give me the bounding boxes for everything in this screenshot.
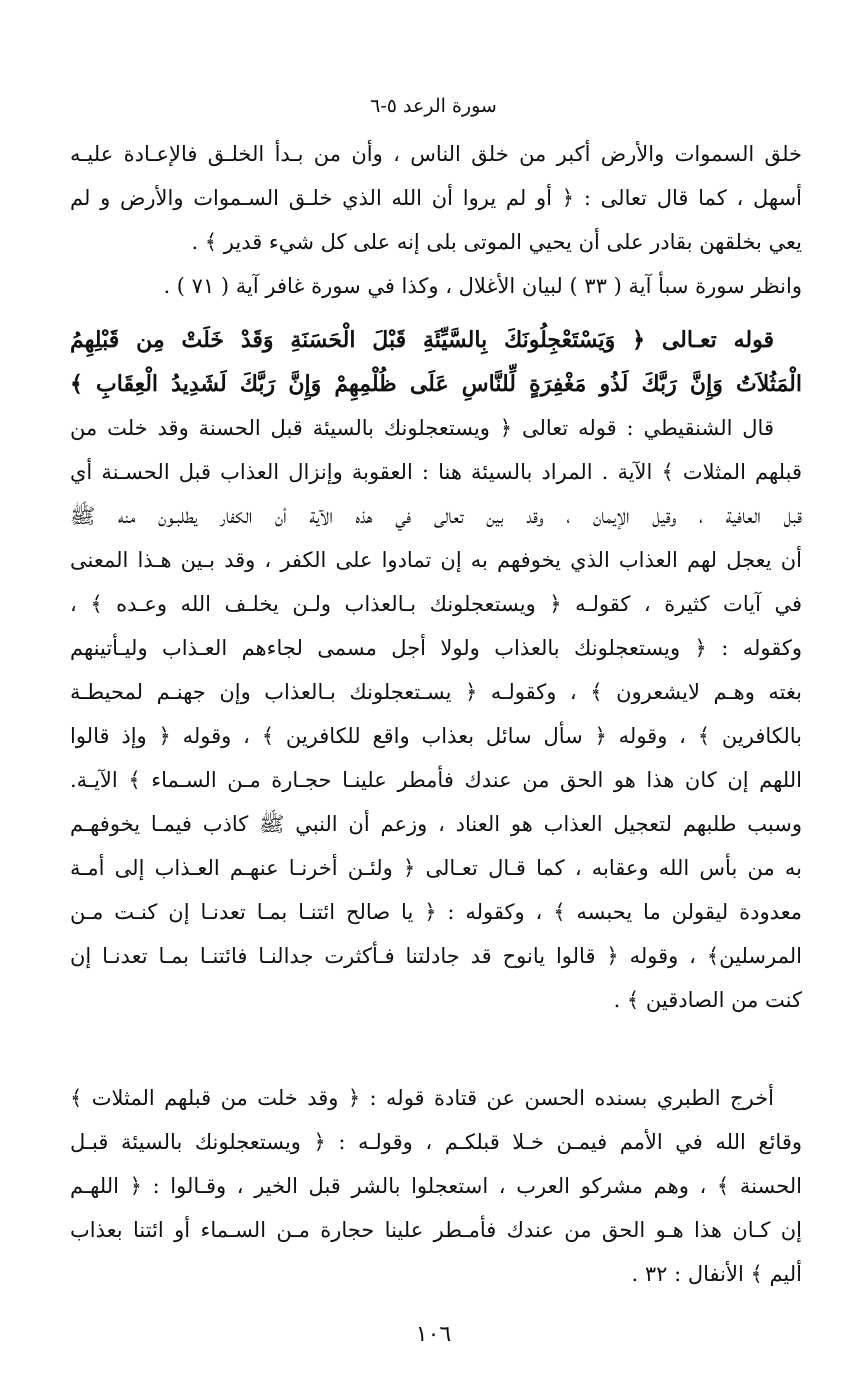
running-header: سورة الرعد ٥-٦ — [370, 95, 497, 117]
text-line: أليم ﴾ الأنفال : ٣٢ . — [631, 1262, 802, 1286]
paragraph-intro — [70, 132, 802, 308]
text-line: يعي بخلقهن بقادر على أن يحيي الموتى بلى إنه على كل شيء قدير ﴾ . — [191, 230, 802, 254]
text-line: الحسنة ﴾ ، وهم مشركو العرب ، استعجلوا بالشر قبل الخير ، وقـالوا : ﴿ اللهـم — [70, 1174, 802, 1198]
verse-and-commentary — [70, 318, 802, 1022]
text-line: اللهم إن كان هذا هو الحق من عندك فأمطر علينـا حجـارة مـن السـماء ﴾ الآيـة. — [70, 768, 802, 792]
text-line: وسبب طلبهم لتعجيل العذاب هو العناد ، وزعم أن النبي ﷺ كاذب فيمـا يخوفهـم — [70, 812, 802, 836]
text-line: قبلهم المثلات ﴾ الآية . المراد بالسيئة هنا : العقوبة وإنزال العذاب قبل الحسـنة أي — [70, 460, 802, 484]
text-line: بالكافرين ﴾ ، وقوله ﴿ سأل سائل بعذاب واقع للكافرين ﴾ ، وقوله ﴿ وإذ قالوا — [70, 724, 802, 748]
page-number: ١٠٦ — [415, 1322, 452, 1347]
text-line: به من بأس الله وعقابه ، كما قـال تعـالى ﴿ ولئـن أخرنـا عنهـم العـذاب إلى أمـة — [70, 856, 802, 880]
text-line: قال الشنقيطي : قوله تعالى ﴿ ويستعجلونك بالسيئة قبل الحسنة وقد خلت من — [70, 416, 774, 440]
text-line: وكقوله : ﴿ ويستعجلونك بالعذاب ولولا أجل مسمى لجاءهم العـذاب وليـأتينهم — [70, 636, 802, 660]
text-line: إن كـان هذا هـو الحق من عندك فأمـطر علينا حجارة مـن السـماء أو ائتنا بعذاب — [70, 1218, 802, 1242]
verse-heading-line: قوله تعـالى ﴿ وَيَسْتَعْجِلُونَكَ بِالسَّيِّئَةِ قَبْلَ الْحَسَنَةِ وَقَدْ خَلَتْ مِن قَبْلِهِمُ — [70, 327, 774, 353]
text-line: قبل العافية ، وقيل الإيمان ، وقد بين تعالى في هذه الآية أن الكفار يطلبـون منه ﷺ — [70, 504, 802, 528]
text-line: أخرج الطبري بسنده الحسن عن قتادة قوله : ﴿ وقد خلت من قبلهم المثلات ﴾ — [70, 1086, 774, 1110]
text-line: أسهل ، كما قال تعالى : ﴿ أو لم يروا أن الله الذي خلـق السـموات والأرض و لم — [70, 186, 802, 210]
text-line: المرسلين﴾ ، وقوله ﴿ قالوا يانوح قد جادلتنا فـأكثرت جدالنـا فائتنـا بمـا تعدنـا إن — [70, 944, 802, 968]
text-line: وقائع الله في الأمم فيمـن خـلا قبلكـم ، وقولـه : ﴿ ويستعجلونك بالسيئة قبـل — [70, 1130, 802, 1154]
text-line: معدودة ليقولن ما يحبسه ﴾ ، وكقوله : ﴿ يا صالح ائتنـا بمـا تعدنـا إن كنـت مـن — [70, 900, 802, 924]
text-line: كنت من الصادقين ﴾ . — [613, 988, 802, 1012]
text-line: وانظر سورة سبأ آية ( ٣٣ ) لبيان الأغلال ، وكذا في سورة غافر آية ( ٧١ ) . — [163, 274, 802, 298]
text-line: أن يعجل لهم العذاب الذي يخوفهم به إن تمادوا على الكفر ، وقد بـين هـذا المعنى — [70, 548, 802, 572]
paragraph-tabari — [70, 1076, 802, 1296]
text-line: بغته وهـم لايشعرون ﴾ ، وكقولـه ﴿ يسـتعجلونك بـالعذاب وإن جهنـم لمحيطـة — [70, 680, 802, 704]
text-line: في آيات كثيرة ، كقولـه ﴿ ويستعجلونك بـالعذاب ولـن يخلـف الله وعـده ﴾ ، — [70, 592, 802, 616]
verse-heading-line: الْمَثُلاَتُ وَإِنَّ رَبَّكَ لَذُو مَغْفِرَةٍ لِّلنَّاسِ عَلَى ظُلْمِهِمْ وَإِنَّ رَبَّكَ لَشَدِيدُ الْعِقَابِ ﴾ — [70, 371, 802, 397]
text-line: خلق السموات والأرض أكبر من خلق الناس ، وأن من بـدأ الخلـق فالإعـادة عليـه — [70, 142, 802, 166]
